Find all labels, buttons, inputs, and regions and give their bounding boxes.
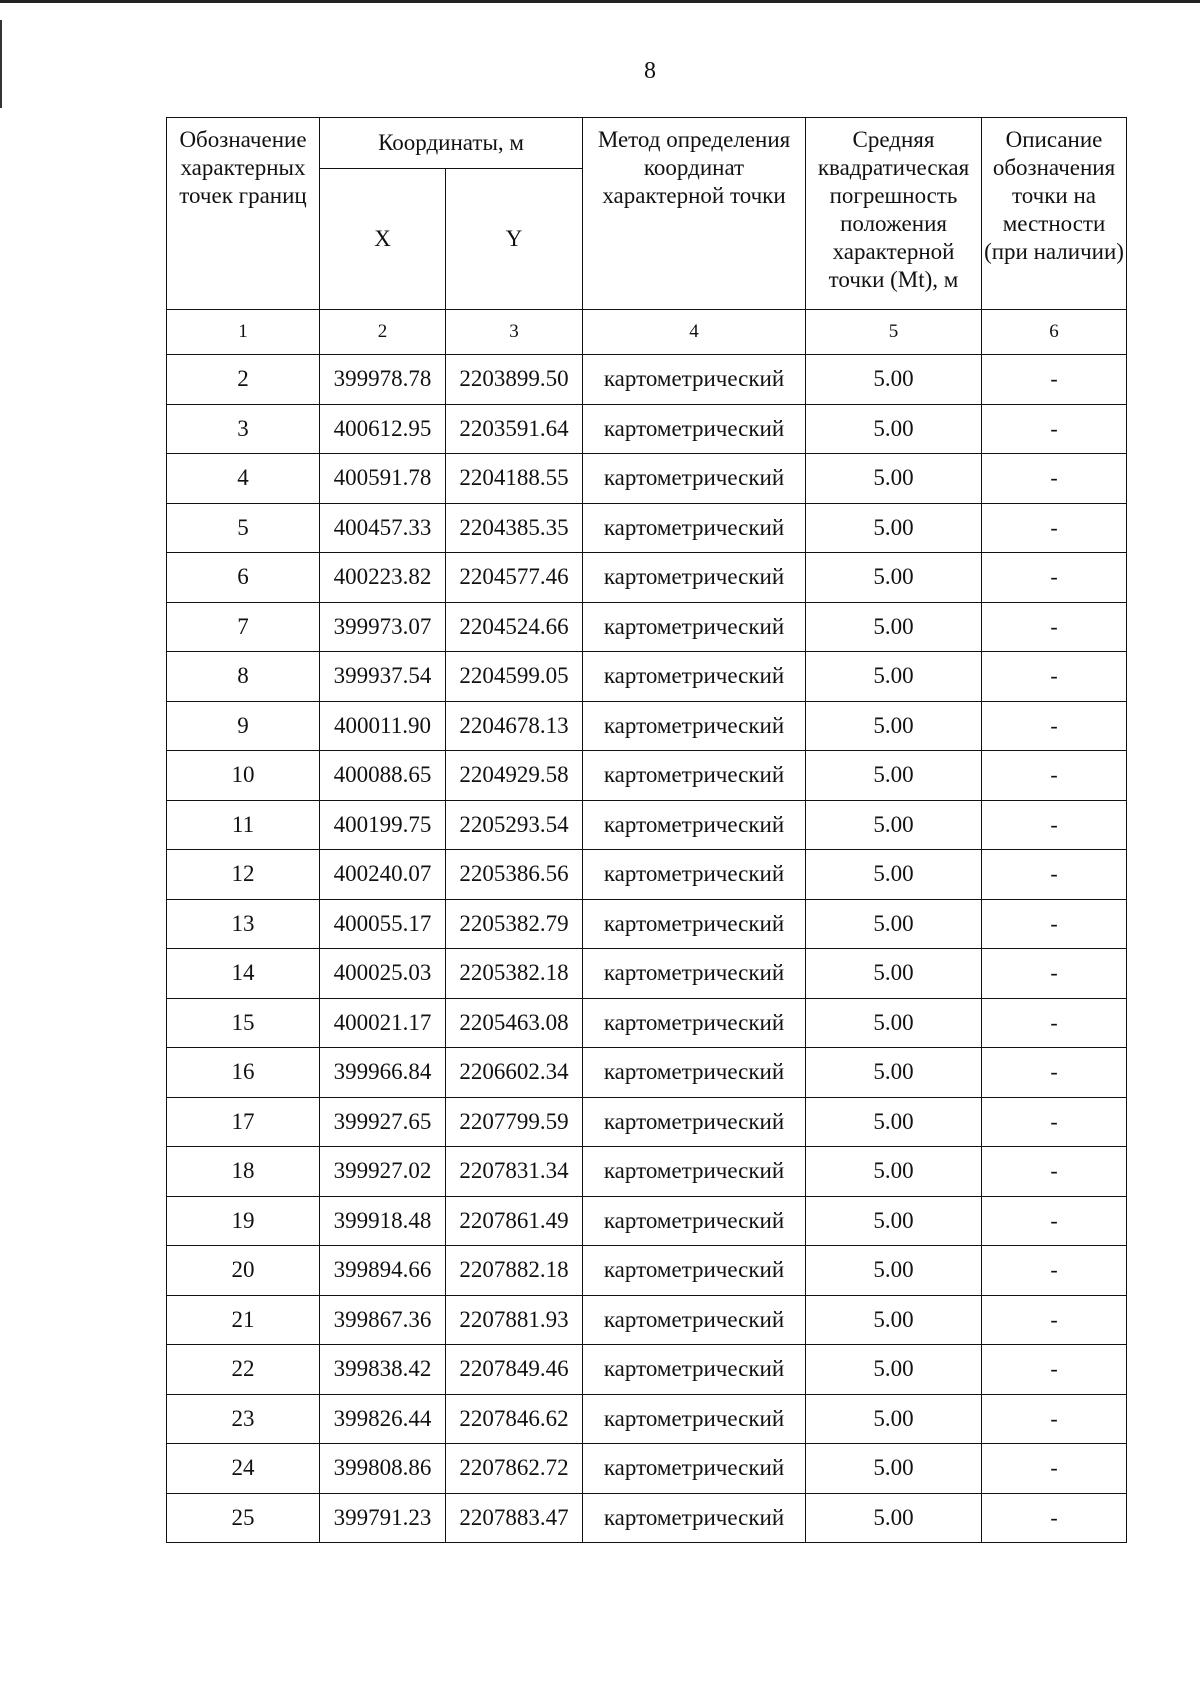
method-cell: картометрический xyxy=(583,899,806,949)
table-row xyxy=(167,1097,1127,1147)
header-error: Средняя квадратическая погрешность положения характерной точки (Mt), м xyxy=(806,118,982,310)
y-coordinate-cell: 2204929.58 xyxy=(446,751,583,801)
x-coordinate-cell: 399973.07 xyxy=(320,602,446,652)
y-coordinate-cell: 2203591.64 xyxy=(446,404,583,454)
y-coordinate-cell: 2207862.72 xyxy=(446,1444,583,1494)
description-cell: - xyxy=(982,1345,1127,1395)
y-coordinate-cell: 2205463.08 xyxy=(446,998,583,1048)
error-cell: 5.00 xyxy=(806,850,982,900)
error-cell: 5.00 xyxy=(806,1097,982,1147)
description-cell: - xyxy=(982,1048,1127,1098)
method-cell: картометрический xyxy=(583,652,806,702)
y-coordinate-cell: 2207861.49 xyxy=(446,1196,583,1246)
point-number-cell: 8 xyxy=(167,652,320,702)
point-number-cell: 11 xyxy=(167,800,320,850)
y-coordinate-cell: 2205382.18 xyxy=(446,949,583,999)
table-row xyxy=(167,454,1127,504)
table-body xyxy=(167,355,1127,1543)
x-coordinate-cell: 400612.95 xyxy=(320,404,446,454)
method-cell: картометрический xyxy=(583,998,806,1048)
method-cell: картометрический xyxy=(583,949,806,999)
table-row xyxy=(167,1147,1127,1197)
x-coordinate-cell: 399927.02 xyxy=(320,1147,446,1197)
point-number-cell: 25 xyxy=(167,1493,320,1543)
point-number-cell: 9 xyxy=(167,701,320,751)
point-number-cell: 24 xyxy=(167,1444,320,1494)
table-row xyxy=(167,652,1127,702)
x-coordinate-cell: 400011.90 xyxy=(320,701,446,751)
point-number-cell: 19 xyxy=(167,1196,320,1246)
error-cell: 5.00 xyxy=(806,1147,982,1197)
header-y: Y xyxy=(446,169,583,310)
y-coordinate-cell: 2206602.34 xyxy=(446,1048,583,1098)
description-cell: - xyxy=(982,553,1127,603)
point-number-cell: 15 xyxy=(167,998,320,1048)
description-cell: - xyxy=(982,899,1127,949)
point-number-cell: 21 xyxy=(167,1295,320,1345)
error-cell: 5.00 xyxy=(806,1295,982,1345)
x-coordinate-cell: 399927.65 xyxy=(320,1097,446,1147)
y-coordinate-cell: 2204577.46 xyxy=(446,553,583,603)
description-cell: - xyxy=(982,1493,1127,1543)
description-cell: - xyxy=(982,652,1127,702)
y-coordinate-cell: 2205293.54 xyxy=(446,800,583,850)
error-cell: 5.00 xyxy=(806,701,982,751)
column-number: 6 xyxy=(982,310,1127,355)
error-cell: 5.00 xyxy=(806,751,982,801)
table-row xyxy=(167,1048,1127,1098)
method-cell: картометрический xyxy=(583,404,806,454)
error-cell: 5.00 xyxy=(806,404,982,454)
header-description: Описание обозначения точки на местности (при наличии) xyxy=(982,118,1127,310)
method-cell: картометрический xyxy=(583,553,806,603)
x-coordinate-cell: 400021.17 xyxy=(320,998,446,1048)
description-cell: - xyxy=(982,1196,1127,1246)
method-cell: картометрический xyxy=(583,1394,806,1444)
column-number: 2 xyxy=(320,310,446,355)
table-row xyxy=(167,800,1127,850)
method-cell: картометрический xyxy=(583,1493,806,1543)
table-row xyxy=(167,998,1127,1048)
table-row xyxy=(167,602,1127,652)
y-coordinate-cell: 2203899.50 xyxy=(446,355,583,405)
point-number-cell: 4 xyxy=(167,454,320,504)
x-coordinate-cell: 400240.07 xyxy=(320,850,446,900)
y-coordinate-cell: 2207883.47 xyxy=(446,1493,583,1543)
table-row xyxy=(167,949,1127,999)
description-cell: - xyxy=(982,355,1127,405)
error-cell: 5.00 xyxy=(806,1246,982,1296)
table-row xyxy=(167,553,1127,603)
x-coordinate-cell: 400591.78 xyxy=(320,454,446,504)
error-cell: 5.00 xyxy=(806,949,982,999)
table-row xyxy=(167,1246,1127,1296)
x-coordinate-cell: 399808.86 xyxy=(320,1444,446,1494)
error-cell: 5.00 xyxy=(806,503,982,553)
x-coordinate-cell: 399894.66 xyxy=(320,1246,446,1296)
y-coordinate-cell: 2204678.13 xyxy=(446,701,583,751)
y-coordinate-cell: 2204599.05 xyxy=(446,652,583,702)
error-cell: 5.00 xyxy=(806,355,982,405)
column-number: 3 xyxy=(446,310,583,355)
header-coordinates: Координаты, м xyxy=(320,118,583,169)
method-cell: картометрический xyxy=(583,1345,806,1395)
x-coordinate-cell: 399978.78 xyxy=(320,355,446,405)
error-cell: 5.00 xyxy=(806,1394,982,1444)
description-cell: - xyxy=(982,1394,1127,1444)
table-row xyxy=(167,404,1127,454)
table-row xyxy=(167,355,1127,405)
description-cell: - xyxy=(982,1295,1127,1345)
method-cell: картометрический xyxy=(583,1246,806,1296)
column-number: 5 xyxy=(806,310,982,355)
description-cell: - xyxy=(982,1444,1127,1494)
description-cell: - xyxy=(982,503,1127,553)
column-number-row xyxy=(167,310,1127,355)
point-number-cell: 2 xyxy=(167,355,320,405)
point-number-cell: 14 xyxy=(167,949,320,999)
y-coordinate-cell: 2204524.66 xyxy=(446,602,583,652)
table-row xyxy=(167,1493,1127,1543)
point-number-cell: 12 xyxy=(167,850,320,900)
table-row xyxy=(167,503,1127,553)
description-cell: - xyxy=(982,800,1127,850)
method-cell: картометрический xyxy=(583,850,806,900)
method-cell: картометрический xyxy=(583,602,806,652)
error-cell: 5.00 xyxy=(806,1493,982,1543)
table-row xyxy=(167,1295,1127,1345)
error-cell: 5.00 xyxy=(806,800,982,850)
y-coordinate-cell: 2207882.18 xyxy=(446,1246,583,1296)
error-cell: 5.00 xyxy=(806,1048,982,1098)
point-number-cell: 20 xyxy=(167,1246,320,1296)
x-coordinate-cell: 400055.17 xyxy=(320,899,446,949)
description-cell: - xyxy=(982,404,1127,454)
description-cell: - xyxy=(982,998,1127,1048)
method-cell: картометрический xyxy=(583,1295,806,1345)
description-cell: - xyxy=(982,602,1127,652)
error-cell: 5.00 xyxy=(806,553,982,603)
x-coordinate-cell: 400025.03 xyxy=(320,949,446,999)
description-cell: - xyxy=(982,1246,1127,1296)
x-coordinate-cell: 400457.33 xyxy=(320,503,446,553)
x-coordinate-cell: 400088.65 xyxy=(320,751,446,801)
error-cell: 5.00 xyxy=(806,1345,982,1395)
x-coordinate-cell: 399838.42 xyxy=(320,1345,446,1395)
method-cell: картометрический xyxy=(583,1097,806,1147)
description-cell: - xyxy=(982,949,1127,999)
method-cell: картометрический xyxy=(583,1444,806,1494)
y-coordinate-cell: 2207799.59 xyxy=(446,1097,583,1147)
x-coordinate-cell: 399918.48 xyxy=(320,1196,446,1246)
x-coordinate-cell: 399867.36 xyxy=(320,1295,446,1345)
table-row xyxy=(167,751,1127,801)
method-cell: картометрический xyxy=(583,454,806,504)
point-number-cell: 22 xyxy=(167,1345,320,1395)
y-coordinate-cell: 2205382.79 xyxy=(446,899,583,949)
method-cell: картометрический xyxy=(583,800,806,850)
error-cell: 5.00 xyxy=(806,1196,982,1246)
description-cell: - xyxy=(982,1097,1127,1147)
y-coordinate-cell: 2205386.56 xyxy=(446,850,583,900)
method-cell: картометрический xyxy=(583,1147,806,1197)
point-number-cell: 13 xyxy=(167,899,320,949)
x-coordinate-cell: 400199.75 xyxy=(320,800,446,850)
point-number-cell: 5 xyxy=(167,503,320,553)
column-number: 1 xyxy=(167,310,320,355)
point-number-cell: 3 xyxy=(167,404,320,454)
error-cell: 5.00 xyxy=(806,1444,982,1494)
description-cell: - xyxy=(982,454,1127,504)
header-method: Метод определения координат характерной точки xyxy=(583,118,806,310)
table-row xyxy=(167,899,1127,949)
table-row xyxy=(167,850,1127,900)
y-coordinate-cell: 2207831.34 xyxy=(446,1147,583,1197)
point-number-cell: 10 xyxy=(167,751,320,801)
x-coordinate-cell: 399791.23 xyxy=(320,1493,446,1543)
method-cell: картометрический xyxy=(583,701,806,751)
description-cell: - xyxy=(982,850,1127,900)
table-row xyxy=(167,701,1127,751)
point-number-cell: 7 xyxy=(167,602,320,652)
y-coordinate-cell: 2207881.93 xyxy=(446,1295,583,1345)
method-cell: картометрический xyxy=(583,751,806,801)
table-row xyxy=(167,1394,1127,1444)
header-point-designation: Обозначение характерных точек границ xyxy=(167,118,320,310)
column-number: 4 xyxy=(583,310,806,355)
table-row xyxy=(167,1345,1127,1395)
scan-border-top xyxy=(0,0,1200,3)
method-cell: картометрический xyxy=(583,1196,806,1246)
page-number: 8 xyxy=(644,58,656,84)
point-number-cell: 17 xyxy=(167,1097,320,1147)
method-cell: картометрический xyxy=(583,355,806,405)
table-row xyxy=(167,1444,1127,1494)
header-x: X xyxy=(320,169,446,310)
method-cell: картометрический xyxy=(583,1048,806,1098)
coordinates-table xyxy=(166,117,1127,1543)
y-coordinate-cell: 2207846.62 xyxy=(446,1394,583,1444)
error-cell: 5.00 xyxy=(806,602,982,652)
error-cell: 5.00 xyxy=(806,899,982,949)
description-cell: - xyxy=(982,1147,1127,1197)
point-number-cell: 6 xyxy=(167,553,320,603)
y-coordinate-cell: 2204188.55 xyxy=(446,454,583,504)
error-cell: 5.00 xyxy=(806,652,982,702)
method-cell: картометрический xyxy=(583,503,806,553)
y-coordinate-cell: 2204385.35 xyxy=(446,503,583,553)
error-cell: 5.00 xyxy=(806,454,982,504)
point-number-cell: 16 xyxy=(167,1048,320,1098)
point-number-cell: 18 xyxy=(167,1147,320,1197)
x-coordinate-cell: 399826.44 xyxy=(320,1394,446,1444)
x-coordinate-cell: 399937.54 xyxy=(320,652,446,702)
description-cell: - xyxy=(982,701,1127,751)
point-number-cell: 23 xyxy=(167,1394,320,1444)
x-coordinate-cell: 399966.84 xyxy=(320,1048,446,1098)
error-cell: 5.00 xyxy=(806,998,982,1048)
table-row xyxy=(167,1196,1127,1246)
x-coordinate-cell: 400223.82 xyxy=(320,553,446,603)
y-coordinate-cell: 2207849.46 xyxy=(446,1345,583,1395)
description-cell: - xyxy=(982,751,1127,801)
